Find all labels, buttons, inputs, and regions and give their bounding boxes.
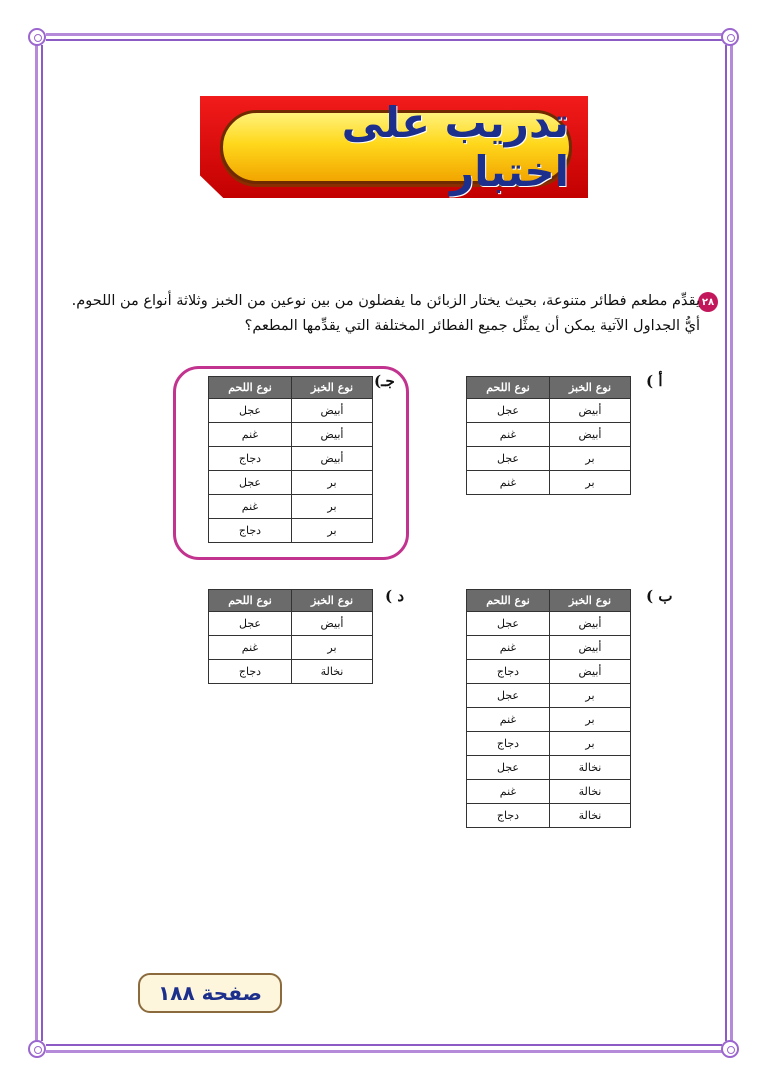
table-row xyxy=(467,636,631,660)
banner-pill xyxy=(220,98,572,196)
column-header-meat: نوع اللحم xyxy=(467,377,550,399)
title-banner xyxy=(200,96,588,198)
table-row xyxy=(467,732,631,756)
cell-bread: بر xyxy=(550,684,631,708)
cell-meat: دجاج xyxy=(467,732,550,756)
cell-bread: بر xyxy=(550,732,631,756)
table-row xyxy=(467,660,631,684)
cell-bread: بر xyxy=(550,447,631,471)
cell-bread: أبيض xyxy=(550,660,631,684)
cell-meat: غنم xyxy=(209,423,292,447)
frame-right-inner xyxy=(725,45,727,1041)
cell-meat: عجل xyxy=(467,756,550,780)
corner-ornament-icon xyxy=(28,28,46,46)
corner-ornament-icon xyxy=(721,1040,739,1058)
frame-right-outer xyxy=(730,45,733,1041)
cell-bread: نخالة xyxy=(550,780,631,804)
cell-bread: أبيض xyxy=(550,612,631,636)
cell-meat: عجل xyxy=(467,447,550,471)
frame-top-inner xyxy=(46,39,722,41)
corner-ornament-icon xyxy=(28,1040,46,1058)
table-row xyxy=(467,756,631,780)
table-row xyxy=(209,423,373,447)
page-number-badge: صفحة ١٨٨ xyxy=(138,973,282,1013)
cell-bread: أبيض xyxy=(550,423,631,447)
cell-meat: عجل xyxy=(467,684,550,708)
table-row xyxy=(467,447,631,471)
cell-meat: دجاج xyxy=(209,447,292,471)
cell-bread: نخالة xyxy=(550,804,631,828)
cell-meat: غنم xyxy=(467,471,550,495)
column-header-bread: نوع الخبز xyxy=(550,590,631,612)
table-row xyxy=(209,612,373,636)
cell-meat: دجاج xyxy=(467,660,550,684)
cell-bread: بر xyxy=(550,708,631,732)
frame-left-outer xyxy=(35,45,38,1041)
frame-bottom-inner xyxy=(46,1044,722,1046)
column-header-meat: نوع اللحم xyxy=(209,377,292,399)
cell-meat: غنم xyxy=(209,636,292,660)
frame-top-outer xyxy=(46,33,722,36)
cell-meat: عجل xyxy=(209,399,292,423)
table-row xyxy=(209,636,373,660)
cell-meat: غنم xyxy=(467,636,550,660)
cell-meat: غنم xyxy=(467,780,550,804)
cell-bread: أبيض xyxy=(292,423,373,447)
table-row xyxy=(467,780,631,804)
frame-left-inner xyxy=(41,45,43,1041)
table-row xyxy=(467,612,631,636)
option-b-table xyxy=(466,589,631,828)
frame-bottom-outer xyxy=(46,1050,722,1053)
cell-meat: دجاج xyxy=(209,519,292,543)
cell-bread: بر xyxy=(550,471,631,495)
table-row xyxy=(467,423,631,447)
cell-meat: غنم xyxy=(209,495,292,519)
table-row xyxy=(467,804,631,828)
cell-meat: عجل xyxy=(209,471,292,495)
question-number-badge: ٢٨ xyxy=(698,292,718,312)
table-row xyxy=(467,684,631,708)
cell-meat: غنم xyxy=(467,708,550,732)
column-header-meat: نوع اللحم xyxy=(209,590,292,612)
column-header-bread: نوع الخبز xyxy=(550,377,631,399)
table-row xyxy=(467,471,631,495)
table-row xyxy=(209,471,373,495)
table-row xyxy=(209,495,373,519)
corner-ornament-icon xyxy=(721,28,739,46)
option-d-table xyxy=(208,589,373,684)
cell-bread: أبيض xyxy=(550,399,631,423)
option-b-label[interactable]: ب ) xyxy=(646,587,673,605)
cell-bread: بر xyxy=(292,636,373,660)
option-a-label[interactable]: أ ) xyxy=(646,372,663,390)
table-row xyxy=(467,399,631,423)
cell-bread: أبيض xyxy=(550,636,631,660)
banner-title: تدريب على اختبار xyxy=(341,98,569,196)
cell-bread: نخالة xyxy=(550,756,631,780)
cell-meat: عجل xyxy=(467,399,550,423)
table-row xyxy=(209,399,373,423)
cell-bread: أبيض xyxy=(292,399,373,423)
cell-bread: بر xyxy=(292,471,373,495)
cell-bread: أبيض xyxy=(292,612,373,636)
cell-bread: نخالة xyxy=(292,660,373,684)
cell-meat: دجاج xyxy=(209,660,292,684)
cell-meat: عجل xyxy=(467,612,550,636)
option-c-table xyxy=(208,376,373,543)
question-text-line-2: أيُّ الجداول الآتية يمكن أن يمثِّل جميع الفطائر المختلفة التي يقدِّمها المطعم؟ xyxy=(244,318,700,334)
cell-bread: أبيض xyxy=(292,447,373,471)
option-d-label[interactable]: د ) xyxy=(385,587,404,605)
table-row xyxy=(209,519,373,543)
cell-bread: بر xyxy=(292,495,373,519)
cell-meat: غنم xyxy=(467,423,550,447)
cell-meat: عجل xyxy=(209,612,292,636)
option-c-label[interactable]: جـ) xyxy=(374,372,395,390)
table-row xyxy=(209,447,373,471)
table-row xyxy=(467,708,631,732)
question-text-line-1: يقدِّم مطعم فطائر متنوعة، بحيث يختار الزبائن ما يفضلون من بين نوعين من الخبز وثلاثة أنواع من اللحوم. xyxy=(71,293,700,309)
column-header-meat: نوع اللحم xyxy=(467,590,550,612)
cell-meat: دجاج xyxy=(467,804,550,828)
table-row xyxy=(209,660,373,684)
column-header-bread: نوع الخبز xyxy=(292,590,373,612)
cell-bread: بر xyxy=(292,519,373,543)
option-a-table xyxy=(466,376,631,495)
column-header-bread: نوع الخبز xyxy=(292,377,373,399)
